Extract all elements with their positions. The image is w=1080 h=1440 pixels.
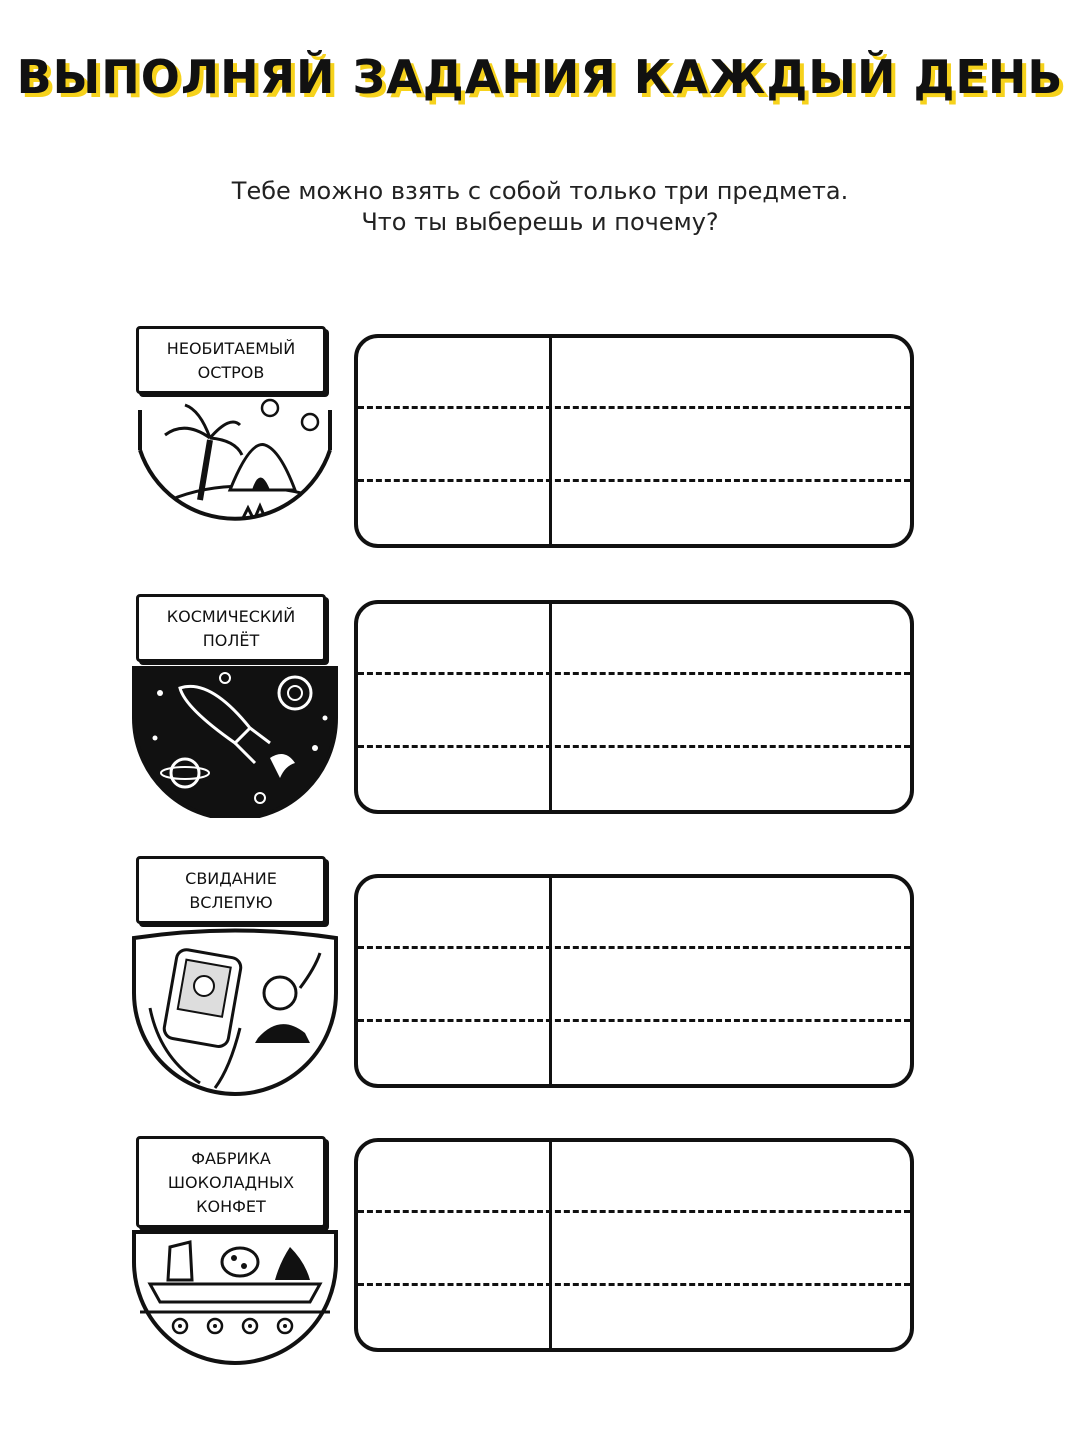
answer-line-2	[358, 745, 910, 748]
answer-box-blind-date	[354, 874, 914, 1088]
instructions	[140, 176, 940, 238]
answer-divider	[549, 338, 552, 544]
answer-box-island	[354, 334, 914, 548]
scenario-label-chocolate-factory	[136, 1136, 326, 1228]
answer-line-1	[358, 946, 910, 949]
answer-line-1	[358, 1210, 910, 1213]
answer-line-2	[358, 1283, 910, 1286]
scenario-label-blind-date	[136, 856, 326, 924]
chocolate-factory-icon	[130, 1222, 340, 1372]
label-line: ПОЛЁТ	[202, 631, 260, 650]
space-icon	[130, 648, 340, 818]
label-line: ШОКОЛАДНЫХ	[167, 1173, 295, 1192]
label-line: КОСМИЧЕСКИЙ	[166, 607, 296, 626]
label-line: СВИДАНИЕ	[185, 869, 277, 888]
label-line: ОСТРОВ	[197, 363, 265, 382]
answer-divider	[549, 604, 552, 810]
answer-divider	[549, 878, 552, 1084]
label-line: КОНФЕТ	[196, 1197, 266, 1216]
answer-line-1	[358, 406, 910, 409]
scenario-label-space	[136, 594, 326, 662]
instructions-line-1: Тебе можно взять с собой только три предмета.	[231, 177, 849, 205]
answer-box-space	[354, 600, 914, 814]
answer-line-2	[358, 1019, 910, 1022]
scenario-label-island	[136, 326, 326, 394]
answer-line-1	[358, 672, 910, 675]
island-icon	[130, 380, 340, 550]
page-title: ВЫПОЛНЯЙ ЗАДАНИЯ КАЖДЫЙ ДЕНЬ	[16, 50, 1064, 104]
answer-line-2	[358, 479, 910, 482]
label-line: ФАБРИКА	[191, 1149, 271, 1168]
label-line: НЕОБИТАЕМЫЙ	[166, 339, 296, 358]
label-line: ВСЛЕПУЮ	[189, 893, 273, 912]
answer-divider	[549, 1142, 552, 1348]
answer-box-chocolate-factory	[354, 1138, 914, 1352]
blind-date-icon	[130, 918, 340, 1098]
instructions-line-2: Что ты выберешь и почему?	[361, 208, 719, 236]
